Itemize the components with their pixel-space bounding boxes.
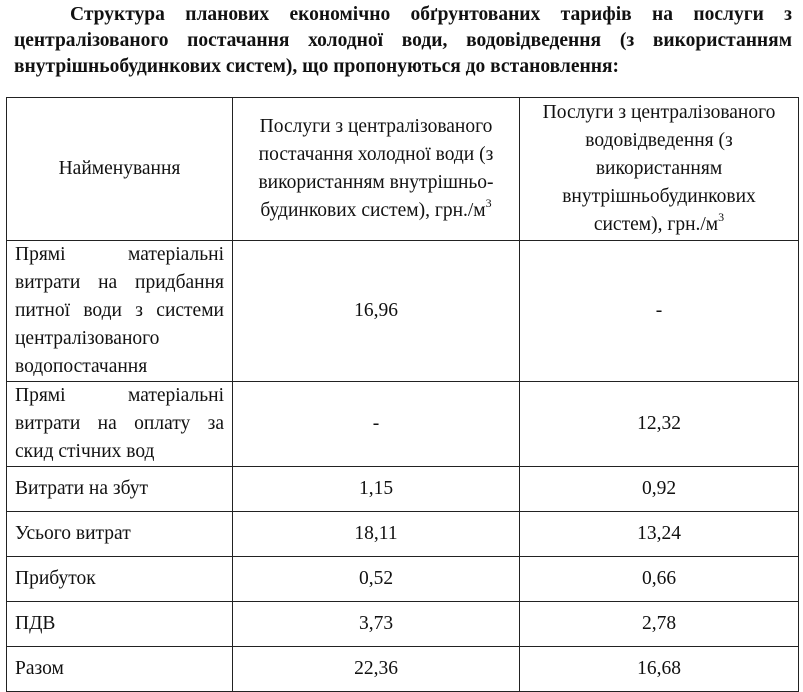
table-row xyxy=(7,241,799,382)
sewer-value-cell: 12,32 xyxy=(520,382,799,467)
table-row xyxy=(7,382,799,467)
unit-superscript: 3 xyxy=(718,209,725,224)
row-name-cell: Витрати на збут xyxy=(7,467,233,512)
column-header-sewer-text: Послуги з централізованого водовідведення (з використанням внутрішньобудинкових систем), грн./м xyxy=(542,102,776,235)
sewer-value-cell: 0,66 xyxy=(520,557,799,602)
water-value-cell: - xyxy=(233,382,520,467)
sewer-value-cell: - xyxy=(520,241,799,382)
row-name-cell: Разом xyxy=(7,647,233,692)
water-value-cell: 0,52 xyxy=(233,557,520,602)
column-header-water-text: Послуги з централізованого постачання холодної води (з використанням внутрішньо-будинкових систем), грн./м xyxy=(258,116,494,221)
row-name-cell: Прибуток xyxy=(7,557,233,602)
water-value-cell: 16,96 xyxy=(233,241,520,382)
water-total-cell: 22,36 xyxy=(233,647,520,692)
table-row xyxy=(7,557,799,602)
table-row xyxy=(7,467,799,512)
sewer-value-cell: 0,92 xyxy=(520,467,799,512)
table-row xyxy=(7,512,799,557)
row-name-cell: Усього витрат xyxy=(7,512,233,557)
document-heading: Структура планових економічно обґрунтованих тарифів на послуги з централізованого постачання холодної води, водовідведення (з використанням внутрішньобудинкових систем), що пропонуються до встановлення: xyxy=(14,4,792,77)
row-name-cell: Прямі матеріальні витрати на оплату за скид стічних вод xyxy=(7,382,233,467)
unit-superscript: 3 xyxy=(485,195,492,210)
tariff-structure-table xyxy=(6,97,799,692)
table-total-row xyxy=(7,647,799,692)
column-header-name xyxy=(7,98,233,241)
column-header-name-text: Найменування xyxy=(58,158,181,179)
water-value-cell: 1,15 xyxy=(233,467,520,512)
sewer-total-cell: 16,68 xyxy=(520,647,799,692)
table-row xyxy=(7,602,799,647)
row-name-cell: Прямі матеріальні витрати на придбання питної води з системи централізованого водопостачання xyxy=(7,241,233,382)
sewer-value-cell: 13,24 xyxy=(520,512,799,557)
column-header-sewer xyxy=(520,98,799,241)
row-name-cell: ПДВ xyxy=(7,602,233,647)
sewer-value-cell: 2,78 xyxy=(520,602,799,647)
water-value-cell: 18,11 xyxy=(233,512,520,557)
table-header-row xyxy=(7,98,799,241)
column-header-water xyxy=(233,98,520,241)
water-value-cell: 3,73 xyxy=(233,602,520,647)
